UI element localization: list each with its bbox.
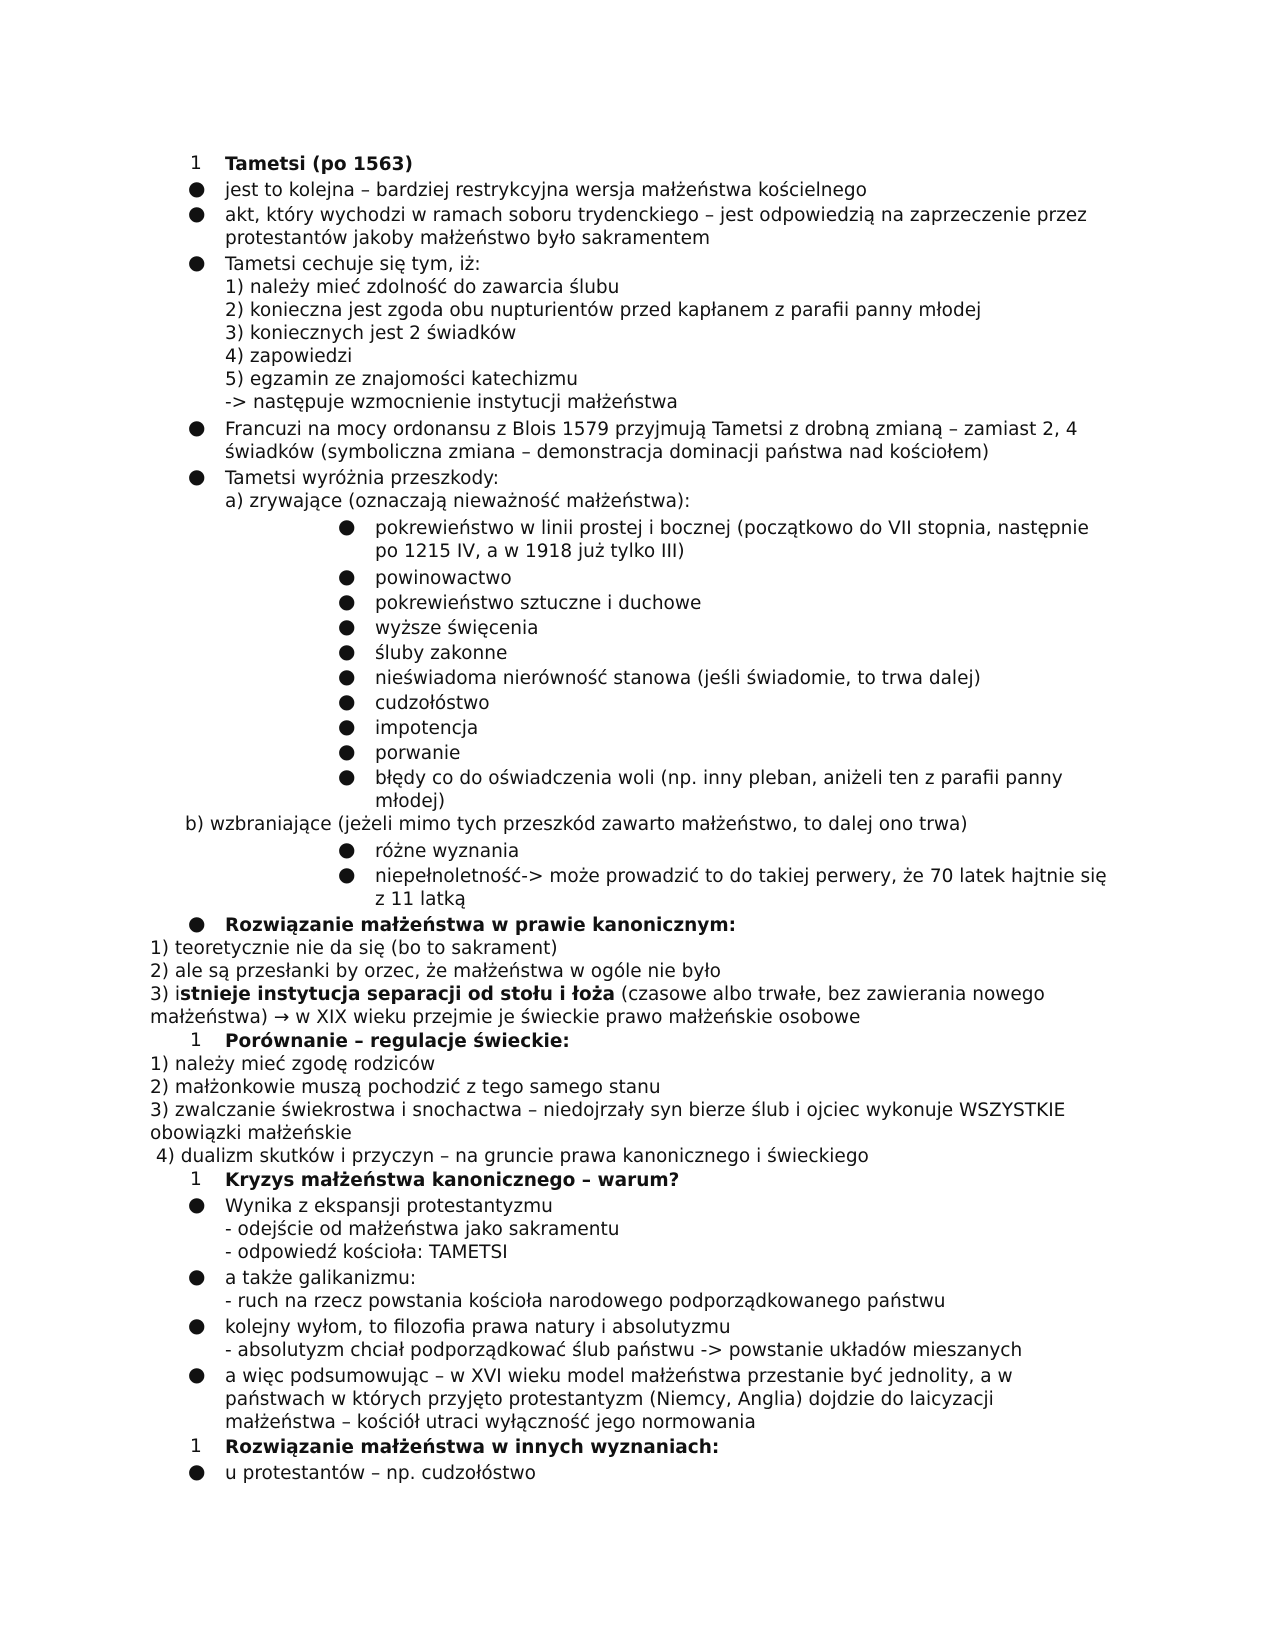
sub-list-item: niepełnoletność-> może prowadzić to do takiej perwery, że 70 latek hajtnie się — [375, 866, 1107, 887]
list-number: 1 — [190, 1436, 202, 1457]
list-item-cont: małżeństwa – kościół utraci wyłączność jego normowania — [225, 1412, 756, 1433]
bullet-icon: ● — [188, 1264, 206, 1288]
bullet-icon: ● — [338, 764, 356, 788]
text-run: (czasowe albo trwałe, bez zawierania nowego — [614, 984, 1045, 1005]
section-heading-rozwiazanie: Rozwiązanie małżeństwa w prawie kanonicznym: — [225, 915, 736, 936]
list-number: 1 — [190, 153, 202, 174]
paragraph-line: 1) należy mieć zgodę rodziców — [150, 1054, 436, 1075]
bullet-icon: ● — [338, 639, 356, 663]
bullet-icon: ● — [188, 1362, 206, 1386]
list-item: u protestantów – np. cudzołóstwo — [225, 1463, 536, 1484]
bullet-icon: ● — [188, 911, 206, 935]
paragraph-line: 2) małżonkowie muszą pochodzić z tego samego stanu — [150, 1077, 661, 1098]
sub-list-item: śluby zakonne — [375, 643, 508, 664]
bullet-icon: ● — [338, 714, 356, 738]
paragraph-line: 3) zwalczanie świekrostwa i snochactwa – niedojrzały syn bierze ślub i ojciec wykonuje WSZYSTKIE — [150, 1100, 1066, 1121]
sub-list-item-cont: młodej) — [375, 791, 446, 812]
list-item-cont: 1) należy mieć zdolność do zawarcia ślubu — [225, 277, 620, 298]
paragraph-line: 4) dualizm skutków i przyczyn – na gruncie prawa kanonicznego i świeckiego — [150, 1146, 869, 1167]
list-item: jest to kolejna – bardziej restrykcyjna wersja małżeństwa kościelnego — [225, 180, 867, 201]
list-number: 1 — [190, 1169, 202, 1190]
section-heading-inne-wyznania: Rozwiązanie małżeństwa w innych wyznaniach: — [225, 1437, 720, 1458]
sub-list-item: różne wyznania — [375, 841, 520, 862]
bullet-icon: ● — [338, 664, 356, 688]
list-item-cont: 4) zapowiedzi — [225, 346, 353, 367]
bullet-icon: ● — [188, 415, 206, 439]
list-item: kolejny wyłom, to filozofia prawa natury i absolutyzmu — [225, 1317, 731, 1338]
bullet-icon: ● — [188, 1192, 206, 1216]
list-item: a więc podsumowując – w XVI wieku model małżeństwa przestanie być jednolity, a w — [225, 1366, 1013, 1387]
sub-list-item: porwanie — [375, 743, 461, 764]
paragraph-line: 2) ale są przesłanki by orzec, że małżeństwa w ogóle nie było — [150, 961, 721, 982]
list-item: Francuzi na mocy ordonansu z Blois 1579 przyjmują Tametsi z drobną zmianą – zamiast 2, 4 — [225, 419, 1078, 440]
list-item-cont: -> następuje wzmocnienie instytucji małżeństwa — [225, 392, 678, 413]
sub-list-item: cudzołóstwo — [375, 693, 490, 714]
section-heading-tametsi: Tametsi (po 1563) — [225, 154, 413, 175]
list-item-cont: a) zrywające (oznaczają nieważność małżeństwa): — [225, 491, 691, 512]
bullet-icon: ● — [188, 1313, 206, 1337]
list-item-cont: świadków (symboliczna zmiana – demonstracja dominacji państwa nad kościołem) — [225, 442, 990, 463]
sub-list-item: błędy co do oświadczenia woli (np. inny pleban, aniżeli ten z parafii panny — [375, 768, 1063, 789]
text-run: 3) i — [150, 984, 181, 1005]
sub-list-item: powinowactwo — [375, 568, 512, 589]
list-item-cont: 3) koniecznych jest 2 świadków — [225, 323, 517, 344]
sub-list-item: pokrewieństwo sztuczne i duchowe — [375, 593, 702, 614]
list-item-cont: - absolutyzm chciał podporządkować ślub państwu -> powstanie układów mieszanych — [225, 1340, 1023, 1361]
sub-list-item: impotencja — [375, 718, 479, 739]
sub-list-item: nieświadoma nierówność stanowa (jeśli świadomie, to trwa dalej) — [375, 668, 981, 689]
bullet-icon: ● — [338, 837, 356, 861]
list-item-cont: - ruch na rzecz powstania kościoła narodowego podporządkowanego państwu — [225, 1291, 946, 1312]
bullet-icon: ● — [338, 739, 356, 763]
bullet-icon: ● — [338, 589, 356, 613]
list-item-cont: - odejście od małżeństwa jako sakramentu — [225, 1219, 620, 1240]
sub-list-item-cont: z 11 latką — [375, 889, 466, 910]
list-item: Tametsi wyróżnia przeszkody: — [225, 468, 500, 489]
sub-list-item: wyższe święcenia — [375, 618, 539, 639]
paragraph-line — [150, 983, 1045, 1006]
paragraph-line: obowiązki małżeńskie — [150, 1123, 352, 1144]
bullet-icon: ● — [188, 1459, 206, 1483]
list-item: a także galikanizmu: — [225, 1268, 417, 1289]
bullet-icon: ● — [338, 689, 356, 713]
section-heading-porownanie: Porównanie – regulacje świeckie: — [225, 1031, 570, 1052]
bullet-icon: ● — [188, 201, 206, 225]
bold-text-run: stnieje instytucja separacji od stołu i łoża — [180, 984, 615, 1005]
sub-list-item-cont: po 1215 IV, a w 1918 już tylko III) — [375, 541, 685, 562]
bullet-icon: ● — [188, 464, 206, 488]
sub-heading-b: b) wzbraniające (jeżeli mimo tych przeszkód zawarto małżeństwo, to dalej ono trwa) — [185, 814, 968, 835]
sub-list-item: pokrewieństwo w linii prostej i bocznej (początkowo do VII stopnia, następnie — [375, 518, 1089, 539]
list-item: Wynika z ekspansji protestantyzmu — [225, 1196, 553, 1217]
list-item-cont: 5) egzamin ze znajomości katechizmu — [225, 369, 579, 390]
list-item: akt, który wychodzi w ramach soboru trydenckiego – jest odpowiedzią na zaprzeczenie przez — [225, 205, 1087, 226]
bullet-icon: ● — [338, 862, 356, 886]
paragraph-line: 1) teoretycznie nie da się (bo to sakrament) — [150, 938, 558, 959]
bullet-icon: ● — [188, 250, 206, 274]
section-heading-kryzys: Kryzys małżeństwa kanonicznego – warum? — [225, 1170, 680, 1191]
list-item-cont: protestantów jakoby małżeństwo było sakramentem — [225, 228, 711, 249]
bullet-icon: ● — [338, 514, 356, 538]
bullet-icon: ● — [338, 614, 356, 638]
list-number: 1 — [190, 1030, 202, 1051]
bullet-icon: ● — [338, 564, 356, 588]
list-item-cont: 2) konieczna jest zgoda obu nupturientów przed kapłanem z parafii panny młodej — [225, 300, 982, 321]
list-item: Tametsi cechuje się tym, iż: — [225, 254, 481, 275]
paragraph-line: małżeństwa) → w XIX wieku przejmie je świeckie prawo małżeńskie osobowe — [150, 1007, 861, 1028]
list-item-cont: - odpowiedź kościoła: TAMETSI — [225, 1242, 508, 1263]
bullet-icon: ● — [188, 176, 206, 200]
list-item-cont: państwach w których przyjęto protestantyzm (Niemcy, Anglia) dojdzie do laicyzacji — [225, 1389, 994, 1410]
